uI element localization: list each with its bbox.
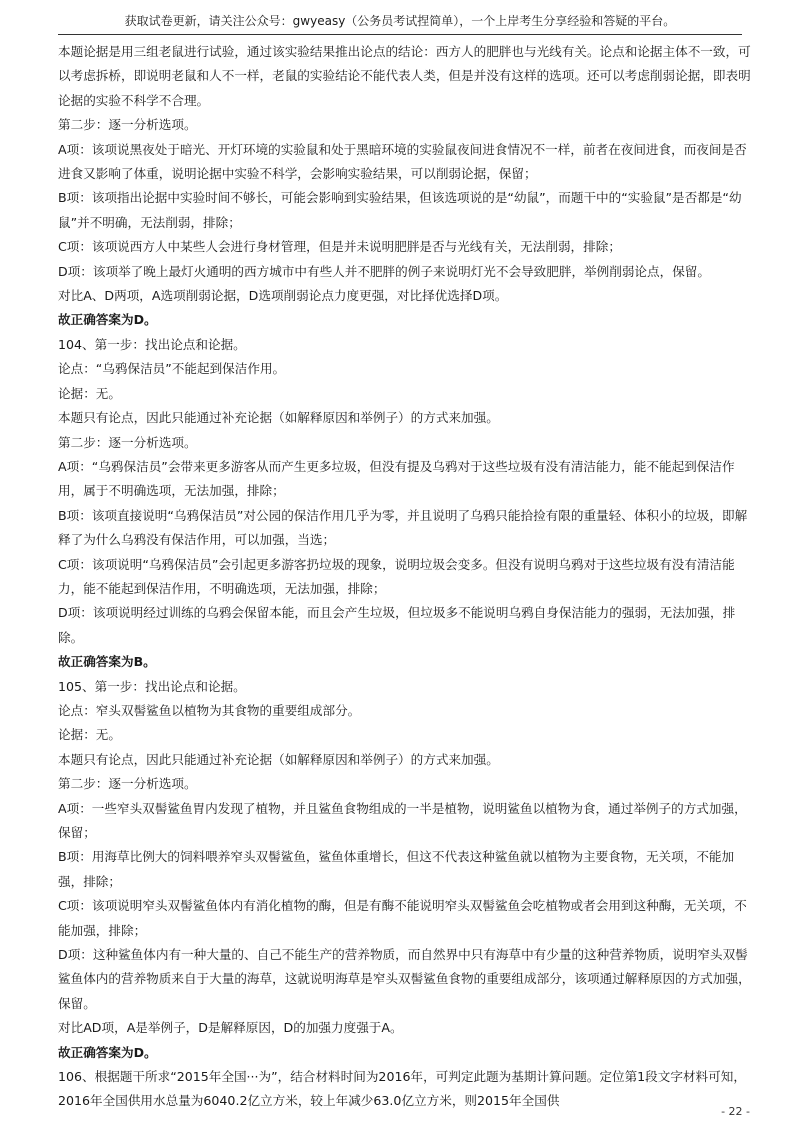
- paragraph: 105、第一步：找出论点和论据。: [58, 678, 246, 694]
- paragraph: C项：该项说明窄头双髻鲨鱼体内有消化植物的酶，但是有酶不能说明窄头双髻鲨鱼会吃植物或者会用到这种酶，无关项，不能加强，排除；: [58, 898, 747, 938]
- paragraph: 对比AD项，A是举例子，D是解释原因，D的加强力度强于A。: [58, 1020, 403, 1036]
- paragraph: D项：该项举了晚上最灯火通明的西方城市中有些人并不肥胖的例子来说明灯光不会导致肥胖，举例削弱论点，保留。: [58, 263, 710, 279]
- paragraph: A项：“乌鸦保洁员”会带来更多游客从而产生更多垃圾，但没有提及乌鸦对于这些垃圾有没有清洁能力，能不能起到保洁作用，属于不明确选项，无法加强，排除；: [58, 458, 735, 499]
- paragraph: 本题论据是用三组老鼠进行试验，通过该实验结果推出论点的结论：西方人的肥胖也与光线有关。论点和论据主体不一致，可以考虑拆桥，即说明老鼠和人不一样，老鼠的实验结论不能代表人类，但是并没有这样的选项。还可以考虑削弱论据，即表明论据的实验不科学不合理。: [58, 44, 751, 108]
- paragraph: 论点：“乌鸦保洁员”不能起到保洁作用。: [58, 361, 286, 377]
- answer-line: 故正确答案为D。: [58, 1044, 157, 1060]
- paragraph: B项：该项直接说明“乌鸦保洁员”对公园的保洁作用几乎为零，并且说明了乌鸦只能拾捡有限的重量轻、体积小的垃圾，即解释了为什么乌鸦没有保洁作用，可以加强，当选；: [58, 507, 748, 548]
- paragraph: A项：一些窄头双髻鲨鱼胃内发现了植物，并且鲨鱼食物组成的一半是植物，说明鲨鱼以植物为食，通过举例子的方式加强，保留；: [58, 800, 747, 840]
- paragraph: 本题只有论点，因此只能通过补充论据（如解释原因和举例子）的方式来加强。: [58, 410, 499, 426]
- document-body: [58, 40, 754, 1114]
- paragraph: 第二步：逐一分析选项。: [58, 776, 197, 792]
- paragraph: 第二步：逐一分析选项。: [58, 434, 197, 450]
- paragraph: 本题只有论点，因此只能通过补充论据（如解释原因和举例子）的方式来加强。: [58, 751, 499, 767]
- paragraph: A项：该项说黑夜处于暗光、开灯环境的实验鼠和处于黑暗环境的实验鼠夜间进食情况不一样，前者在夜间进食，而夜间是否进食又影响了体重，说明论据中实验不科学，会影响实验结果，可以削弱论据，保留；: [58, 141, 747, 182]
- answer-line: 故正确答案为D。: [58, 312, 157, 328]
- paragraph: B项：该项指出论据中实验时间不够长，可能会影响到实验结果，但该选项说的是“幼鼠”，而题干中的“实验鼠”是否都是“幼鼠”并不明确，无法削弱，排除；: [58, 190, 742, 230]
- page-header: 获取试卷更新，请关注公众号：gwyeasy（公务员考试捏简单），一个上岸考生分享经验和答疑的平台。: [58, 8, 742, 35]
- answer-line: 故正确答案为B。: [58, 654, 156, 670]
- paragraph: 106、根据题干所求“2015年全国···为”，结合材料时间为2016年，可判定此题为基期计算问题。定位第1段文字材料可知，2016年全国供用水总量为6040.2亿立方米，较上年减少63.0亿立方米，则2015年全国供: [58, 1069, 746, 1109]
- page-number: - 22 -: [721, 1105, 750, 1118]
- paragraph: C项：该项说西方人中某些人会进行身材管理，但是并未说明肥胖是否与光线有关，无法削弱，排除；: [58, 239, 621, 255]
- paragraph: 对比A、D两项，A选项削弱论据，D选项削弱论点力度更强，对比择优选择D项。: [58, 288, 508, 304]
- paragraph: 104、第一步：找出论点和论据。: [58, 336, 246, 352]
- paragraph: 第二步：逐一分析选项。: [58, 117, 197, 133]
- paragraph: B项：用海草比例大的饲料喂养窄头双髻鲨鱼，鲨鱼体重增长，但这不代表这种鲨鱼就以植物为主要食物，无关项，不能加强，排除；: [58, 849, 735, 889]
- paragraph: D项：这种鲨鱼体内有一种大量的、自己不能生产的营养物质，而自然界中只有海草中有少量的这种营养物质，说明窄头双髻鲨鱼体内的营养物质来自于大量的海草，这就说明海草是窄头双髻鲨鱼食物的重要组成部分，该项通过解释原因的方式加强，保留。: [58, 947, 751, 1011]
- paragraph: D项：该项说明经过训练的乌鸦会保留本能，而且会产生垃圾，但垃圾多不能说明乌鸦自身保洁能力的强弱，无法加强，排除。: [58, 605, 736, 645]
- paragraph: 论点：窄头双髻鲨鱼以植物为其食物的重要组成部分。: [58, 702, 361, 718]
- paragraph: 论据：无。: [58, 727, 121, 743]
- paragraph: 论据：无。: [58, 385, 121, 401]
- paragraph: C项：该项说明“乌鸦保洁员”会引起更多游客扔垃圾的现象，说明垃圾会变多。但没有说明乌鸦对于这些垃圾有没有清洁能力，能不能起到保洁作用，不明确选项，无法加强，排除；: [58, 556, 735, 596]
